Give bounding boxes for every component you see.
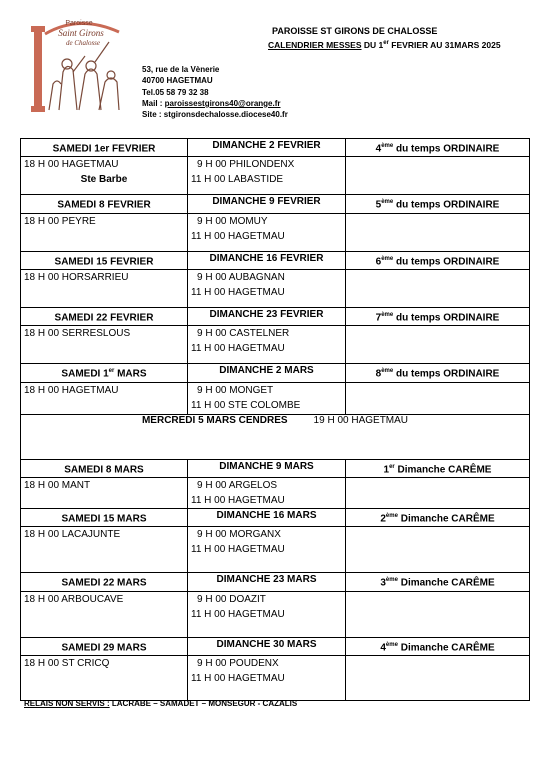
sunday-mass: 9 H 00 MORGANX (197, 529, 281, 541)
mail-link[interactable]: paroissestgirons40@orange.fr (164, 98, 281, 108)
week-header-row (21, 195, 530, 213)
sunday-heading: DIMANCHE 16 MARS (188, 508, 346, 526)
week-mass-row (21, 591, 530, 637)
saturday-mass-note: Ste Barbe (80, 174, 128, 186)
saturday-heading: SAMEDI 29 MARS (21, 637, 188, 655)
logo-line1: Paroisse (65, 20, 93, 27)
sunday-heading: DIMANCHE 9 MARS (188, 459, 346, 477)
sunday-heading: DIMANCHE 23 MARS (188, 573, 346, 591)
liturgical-heading: 5ème du temps ORDINAIRE (346, 195, 530, 213)
relais-note: RELAIS NON SERVIS : LACRABE – SAMADET – MONSEGUR - CAZALIS (24, 699, 298, 708)
sunday-mass: 11 H 00 HAGETMAU (191, 672, 285, 684)
sunday-mass: 9 H 00 MOMUY (197, 215, 268, 227)
mercredi-label: MERCREDI 5 MARS CENDRES (141, 414, 288, 426)
logo-line3: de Chalosse (65, 39, 101, 47)
week-mass-row (21, 655, 530, 700)
saturday-heading: SAMEDI 1er FEVRIER (21, 139, 188, 157)
sunday-mass: 9 H 00 CASTELNER (197, 328, 290, 340)
sunday-mass: 11 H 00 LABASTIDE (191, 174, 284, 186)
saturday-mass: 18 H 00 HAGETMAU (24, 384, 119, 396)
sunday-heading: DIMANCHE 2 MARS (188, 364, 346, 382)
liturgical-heading: 2ème Dimanche CARÊME (346, 508, 530, 526)
sunday-mass: 9 H 00 ARGELOS (197, 479, 278, 491)
saturday-heading: SAMEDI 1er MARS (21, 364, 188, 382)
saturday-mass: 18 H 00 MANT (24, 479, 91, 491)
week-header-row (21, 251, 530, 269)
week-header-row (21, 508, 530, 526)
address-tel: Tel.05 58 79 32 38 (142, 87, 209, 97)
week-header-row (21, 459, 530, 477)
saturday-mass: 18 H 00 SERRESLOUS (24, 328, 131, 340)
saturday-heading: SAMEDI 22 MARS (21, 573, 188, 591)
sunday-heading: DIMANCHE 30 MARS (188, 637, 346, 655)
week-mass-row (21, 527, 530, 573)
sunday-mass: 11 H 00 HAGETMAU (191, 286, 285, 298)
sunday-mass: 9 H 00 POUDENX (197, 657, 279, 669)
week-mass-row (21, 326, 530, 364)
saturday-mass: 18 H 00 HORSARRIEU (24, 271, 129, 283)
saturday-heading: SAMEDI 8 FEVRIER (21, 195, 188, 213)
week-mass-row (21, 477, 530, 508)
saturday-heading: SAMEDI 15 FEVRIER (21, 251, 188, 269)
week-header-row (21, 573, 530, 591)
mass-calendar-table (20, 138, 530, 701)
liturgical-heading: 3ème Dimanche CARÊME (346, 573, 530, 591)
saturday-mass: 18 H 00 ST CRICQ (24, 657, 110, 669)
sunday-heading: DIMANCHE 2 FEVRIER (188, 139, 346, 157)
liturgical-heading: 4ème Dimanche CARÊME (346, 637, 530, 655)
week-header-row (21, 637, 530, 655)
address-mail: Mail : paroissestgirons40@orange.fr (142, 98, 281, 108)
sunday-mass: 11 H 00 HAGETMAU (191, 608, 285, 620)
saturday-mass: 18 H 00 HAGETMAU (24, 159, 119, 171)
sunday-mass: 9 H 00 MONGET (197, 384, 274, 396)
saturday-heading: SAMEDI 22 FEVRIER (21, 307, 188, 325)
week-header-row (21, 139, 530, 157)
logo-line2: Saint Girons (58, 28, 104, 38)
liturgical-heading: 6ème du temps ORDINAIRE (346, 251, 530, 269)
sunday-mass: 11 H 00 HAGETMAU (191, 494, 285, 506)
sunday-mass: 11 H 00 HAGETMAU (191, 544, 285, 556)
week-header-row (21, 307, 530, 325)
address-city: 40700 HAGETMAU (142, 76, 213, 86)
sunday-heading: DIMANCHE 16 FEVRIER (188, 251, 346, 269)
saturday-mass: 18 H 00 PEYRE (24, 215, 96, 227)
sunday-mass: 9 H 00 PHILONDENX (197, 159, 295, 171)
liturgical-heading: 8ème du temps ORDINAIRE (346, 364, 530, 382)
mercredi-time: 19 H 00 HAGETMAU (313, 414, 409, 426)
week-header-row (21, 364, 530, 382)
sunday-mass: 9 H 00 AUBAGNAN (197, 271, 285, 283)
liturgical-heading: 4ème du temps ORDINAIRE (346, 139, 530, 157)
sunday-mass: 9 H 00 DOAZIT (197, 593, 266, 605)
saturday-heading: SAMEDI 15 MARS (21, 508, 188, 526)
saturday-mass: 18 H 00 LACAJUNTE (24, 529, 121, 541)
mercredi-row (21, 414, 530, 459)
sunday-mass: 11 H 00 STE COLOMBE (191, 399, 301, 411)
saturday-heading: SAMEDI 8 MARS (21, 459, 188, 477)
address-street: 53, rue de la Vènerie (142, 65, 220, 74)
address-site: Site : stgironsdechalosse.diocese40.fr (142, 110, 288, 120)
sunday-heading: DIMANCHE 23 FEVRIER (188, 307, 346, 325)
parish-logo (29, 12, 123, 114)
parish-address (142, 64, 288, 120)
saturday-mass: 18 H 00 ARBOUCAVE (24, 593, 124, 605)
week-mass-row (21, 213, 530, 251)
week-mass-row (21, 157, 530, 195)
week-mass-row (21, 269, 530, 307)
liturgical-heading: 7ème du temps ORDINAIRE (346, 307, 530, 325)
page-subtitle: CALENDRIER MESSES DU 1er FEVRIER AU 31MARS 2025 (268, 40, 501, 50)
liturgical-heading: 1er Dimanche CARÊME (346, 459, 530, 477)
page-title: PAROISSE ST GIRONS DE CHALOSSE (272, 26, 438, 36)
sunday-mass: 11 H 00 HAGETMAU (191, 230, 285, 242)
sunday-mass: 11 H 00 HAGETMAU (191, 343, 285, 355)
week-mass-row (21, 382, 530, 414)
sunday-heading: DIMANCHE 9 FEVRIER (188, 195, 346, 213)
